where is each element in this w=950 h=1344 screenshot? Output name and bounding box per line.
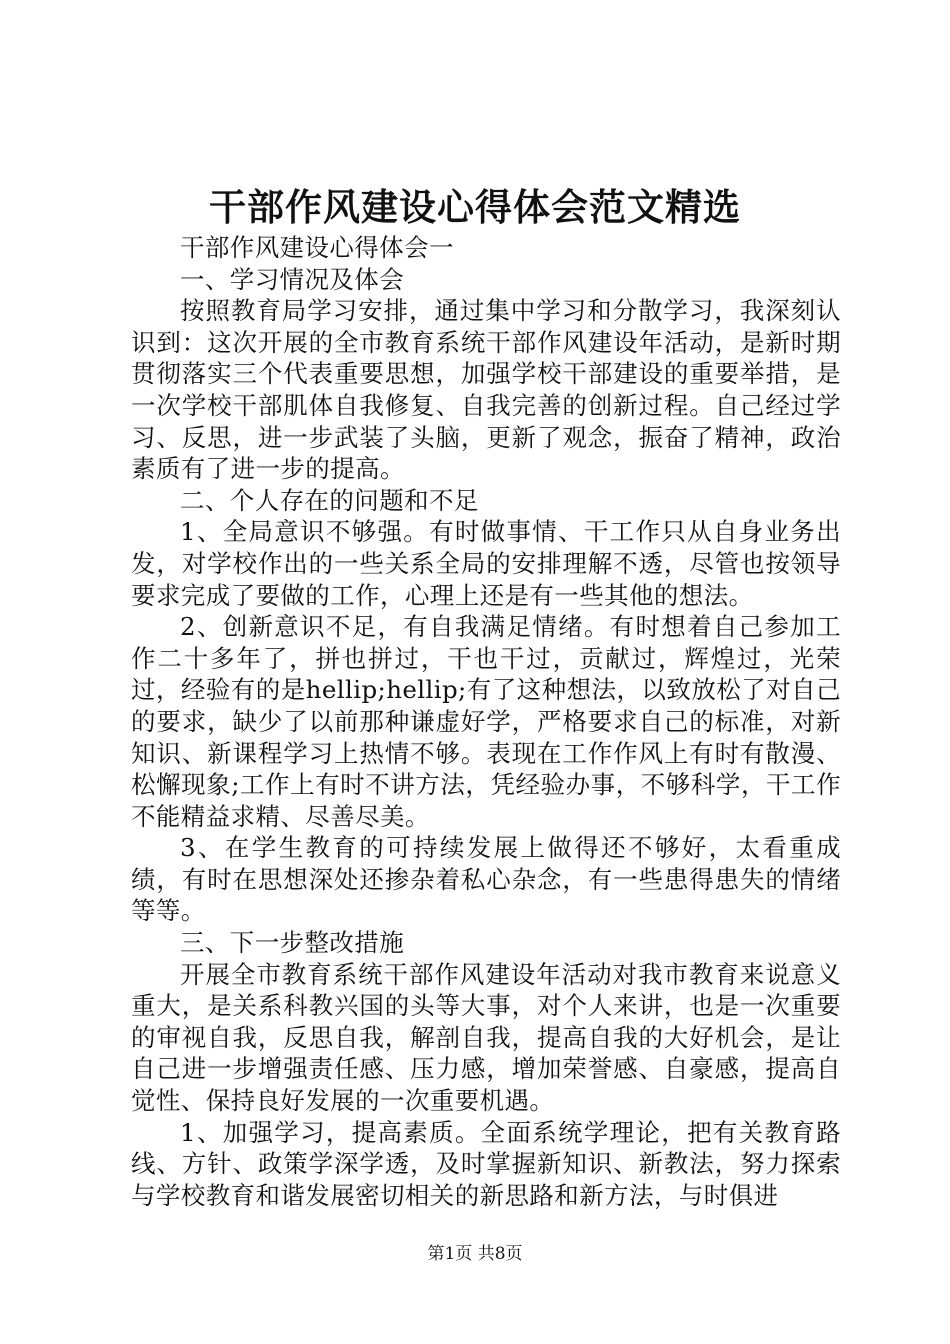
paragraph-problem-1: 1、全局意识不够强。有时做事情、干工作只从自身业务出发，对学校作出的一些关系全局的安排理解不透，尽管也按领导要求完成了要做的工作，心理上还是有一些其他的想法。 [131,517,841,610]
page-number-footer: 第1页 共8页 [427,1244,523,1264]
paragraph-problem-2: 2、创新意识不足，有自我满足情绪。有时想着自己参加工作二十多年了，拼也拼过，干也干过，贡献过，辉煌过，光荣过，经验有的是hellip;hellip;有了这种想法，以致放松了对自己的要求，缺少了以前那种谦虚好学，严格要求自己的标准，对新知识、新课程学习上热情不够。表现在工作作风上有时有散漫、松懈现象;工作上有时不讲方法，凭经验办事，不够科学，干工作不能精益求精、尽善尽美。 [131,612,841,831]
paragraph-study: 按照教育局学习安排，通过集中学习和分散学习，我深刻认识到：这次开展的全市教育系统干部作风建设年活动，是新时期贯彻落实三个代表重要思想，加强学校干部建设的重要举措，是一次学校干部肌体自我修复、自我完善的创新过程。自己经过学习、反思，进一步武装了头脑，更新了观念，振奋了精神，政治素质有了进一步的提高。 [131,296,841,484]
document-title: 干部作风建设心得体会范文精选 [209,185,741,229]
section-heading-study: 一、学习情况及体会 [180,264,405,294]
section-heading-problems: 二、个人存在的问题和不足 [180,485,479,515]
paragraph-measure-1: 1、加强学习，提高素质。全面系统学理论，把有关教育路线、方针、政策学深学透，及时掌握新知识、新教法，努力探索与学校教育和谐发展密切相关的新思路和新方法，与时俱进 [131,1117,841,1210]
paragraph-measures-intro: 开展全市教育系统干部作风建设年活动对我市教育来说意义重大，是关系科教兴国的头等大事，对个人来讲，也是一次重要的审视自我，反思自我，解剖自我，提高自我的大好机会，是让自己进一步增强责任感、压力感，增加荣誉感、自豪感，提高自觉性、保持良好发展的一次重要机遇。 [131,959,841,1116]
document-body [131,232,841,1211]
paragraph-heading-1: 干部作风建设心得体会一 [180,233,454,262]
paragraph-problem-3: 3、在学生教育的可持续发展上做得还不够好，太看重成绩，有时在思想深处还掺杂着私心杂念，有一些患得患失的情绪等等。 [131,833,841,926]
section-heading-measures: 三、下一步整改措施 [180,928,405,958]
